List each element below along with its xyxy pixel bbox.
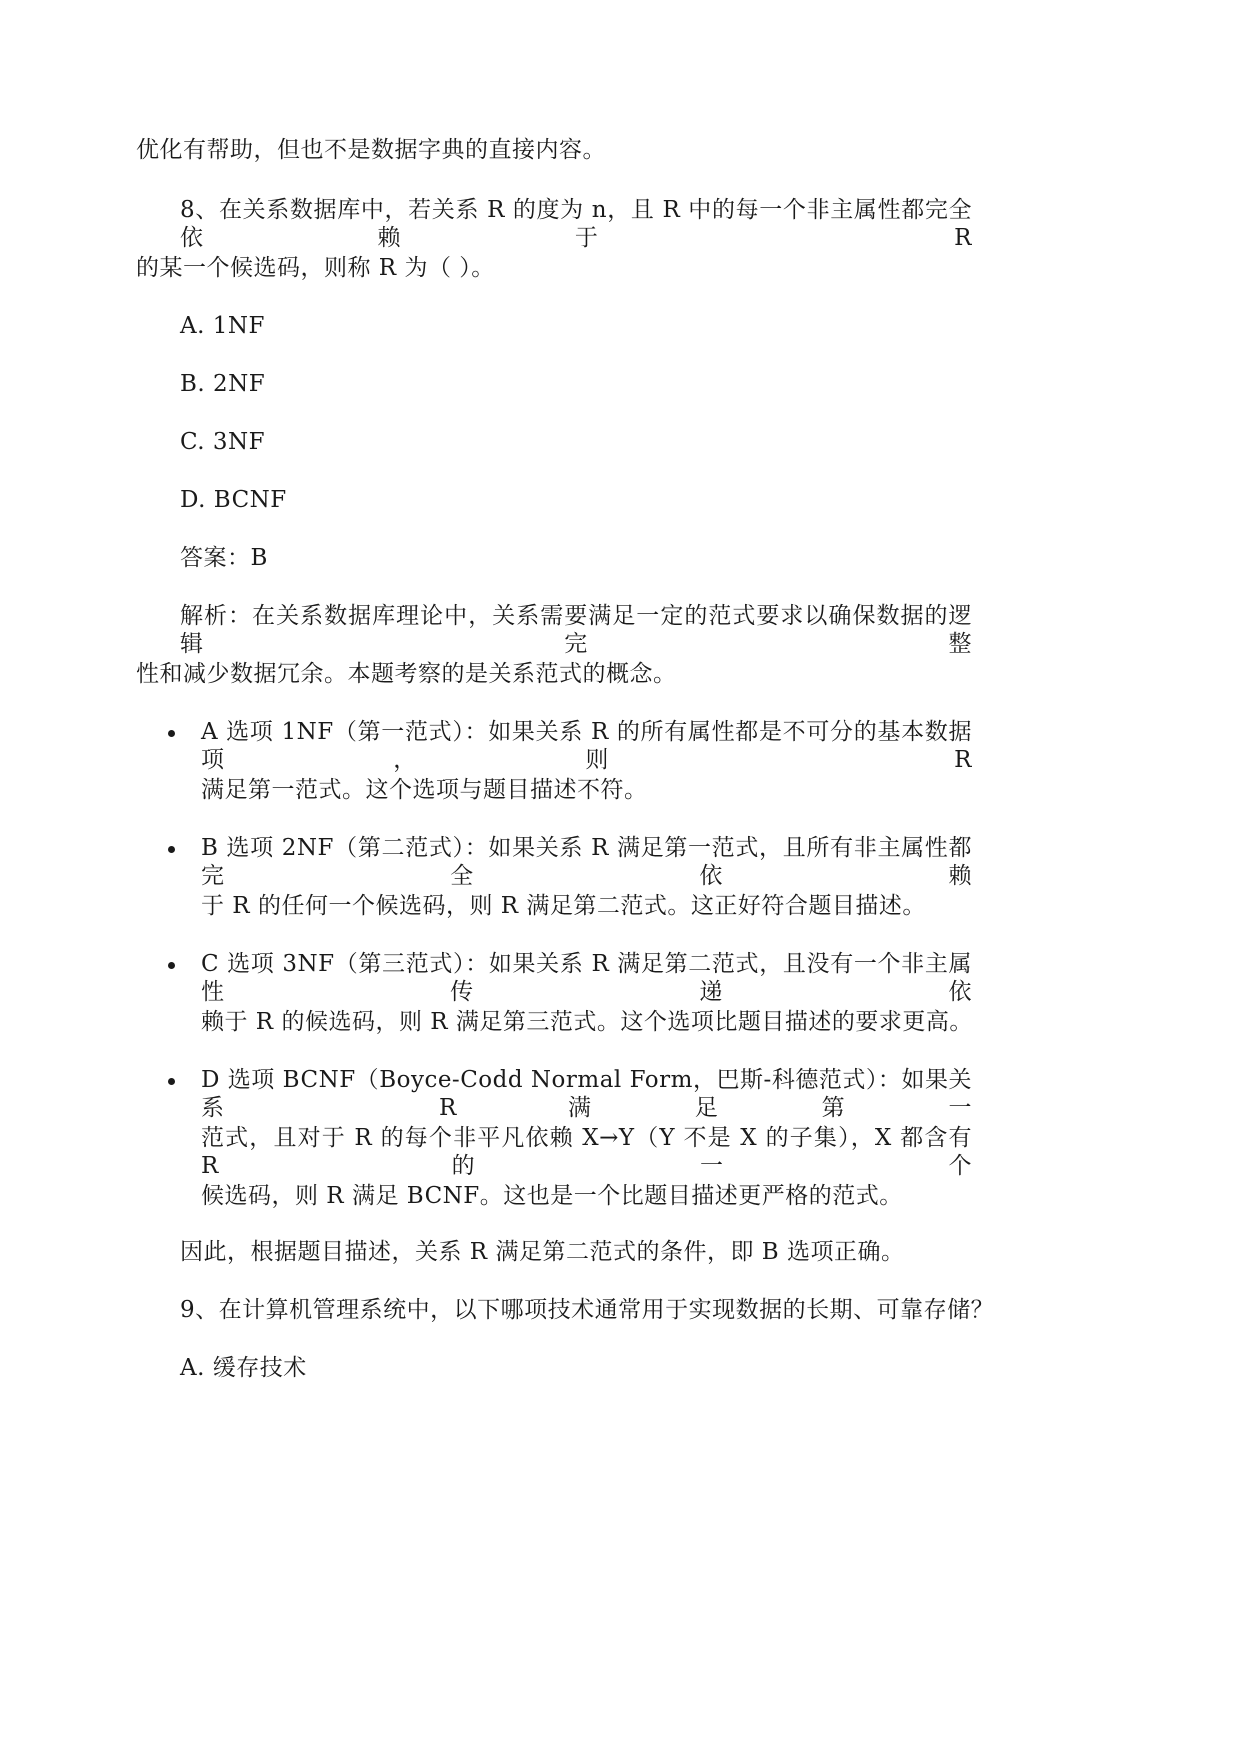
bullet-d-line-3: 候选码，则 R 满足 BCNF。这也是一个比题目描述更严格的范式。 — [201, 1183, 903, 1209]
bullet-c-line-2: 赖于 R 的候选码，则 R 满足第三范式。这个选项比题目描述的要求更高。 — [201, 1009, 973, 1035]
bullet-c-line-1: C 选项 3NF（第三范式）：如果关系 R 满足第二范式，且没有一个非主属性传递依 — [201, 951, 972, 1005]
bullet-marker-c — [168, 962, 175, 969]
question-9-option-a: A. 缓存技术 — [180, 1355, 307, 1381]
bullet-marker-a — [168, 730, 175, 737]
bullet-b-line-2: 于 R 的任何一个候选码，则 R 满足第二范式。这正好符合题目描述。 — [201, 893, 926, 919]
bullet-marker-d — [168, 1078, 175, 1085]
bullet-d-line-2: 范式，且对于 R 的每个非平凡依赖 X→Y（Y 不是 X 的子集），X 都含有 R 的一个 — [201, 1125, 972, 1179]
analysis-line-1: 解析：在关系数据库理论中，关系需要满足一定的范式要求以确保数据的逻辑完整 — [180, 603, 972, 657]
paragraph-continuation: 优化有帮助，但也不是数据字典的直接内容。 — [136, 137, 606, 163]
bullet-marker-b — [168, 846, 175, 853]
bullet-d-line-1: D 选项 BCNF（Boyce-Codd Normal Form，巴斯-科德范式）：如果关系 R 满足第一 — [201, 1067, 972, 1121]
question-9: 9、在计算机管理系统中，以下哪项技术通常用于实现数据的长期、可靠存储？ — [180, 1297, 995, 1323]
option-c: C. 3NF — [180, 429, 266, 455]
question-8-line-2: 的某一个候选码，则称 R 为（ ）。 — [136, 255, 495, 281]
analysis-line-2: 性和减少数据冗余。本题考察的是关系范式的概念。 — [136, 661, 677, 687]
answer: 答案：B — [180, 545, 268, 571]
bullet-b-line-1: B 选项 2NF（第二范式）：如果关系 R 满足第一范式，且所有非主属性都完全依赖 — [201, 835, 972, 889]
bullet-a-line-1: A 选项 1NF（第一范式）：如果关系 R 的所有属性都是不可分的基本数据项，则 R — [201, 719, 972, 773]
option-d: D. BCNF — [180, 487, 287, 513]
bullet-a-line-2: 满足第一范式。这个选项与题目描述不符。 — [201, 777, 648, 803]
question-8-line-1: 8、在关系数据库中，若关系 R 的度为 n，且 R 中的每一个非主属性都完全依赖于 R — [180, 197, 972, 251]
option-b: B. 2NF — [180, 371, 266, 397]
option-a: A. 1NF — [180, 313, 265, 339]
conclusion: 因此，根据题目描述，关系 R 满足第二范式的条件，即 B 选项正确。 — [180, 1239, 905, 1265]
